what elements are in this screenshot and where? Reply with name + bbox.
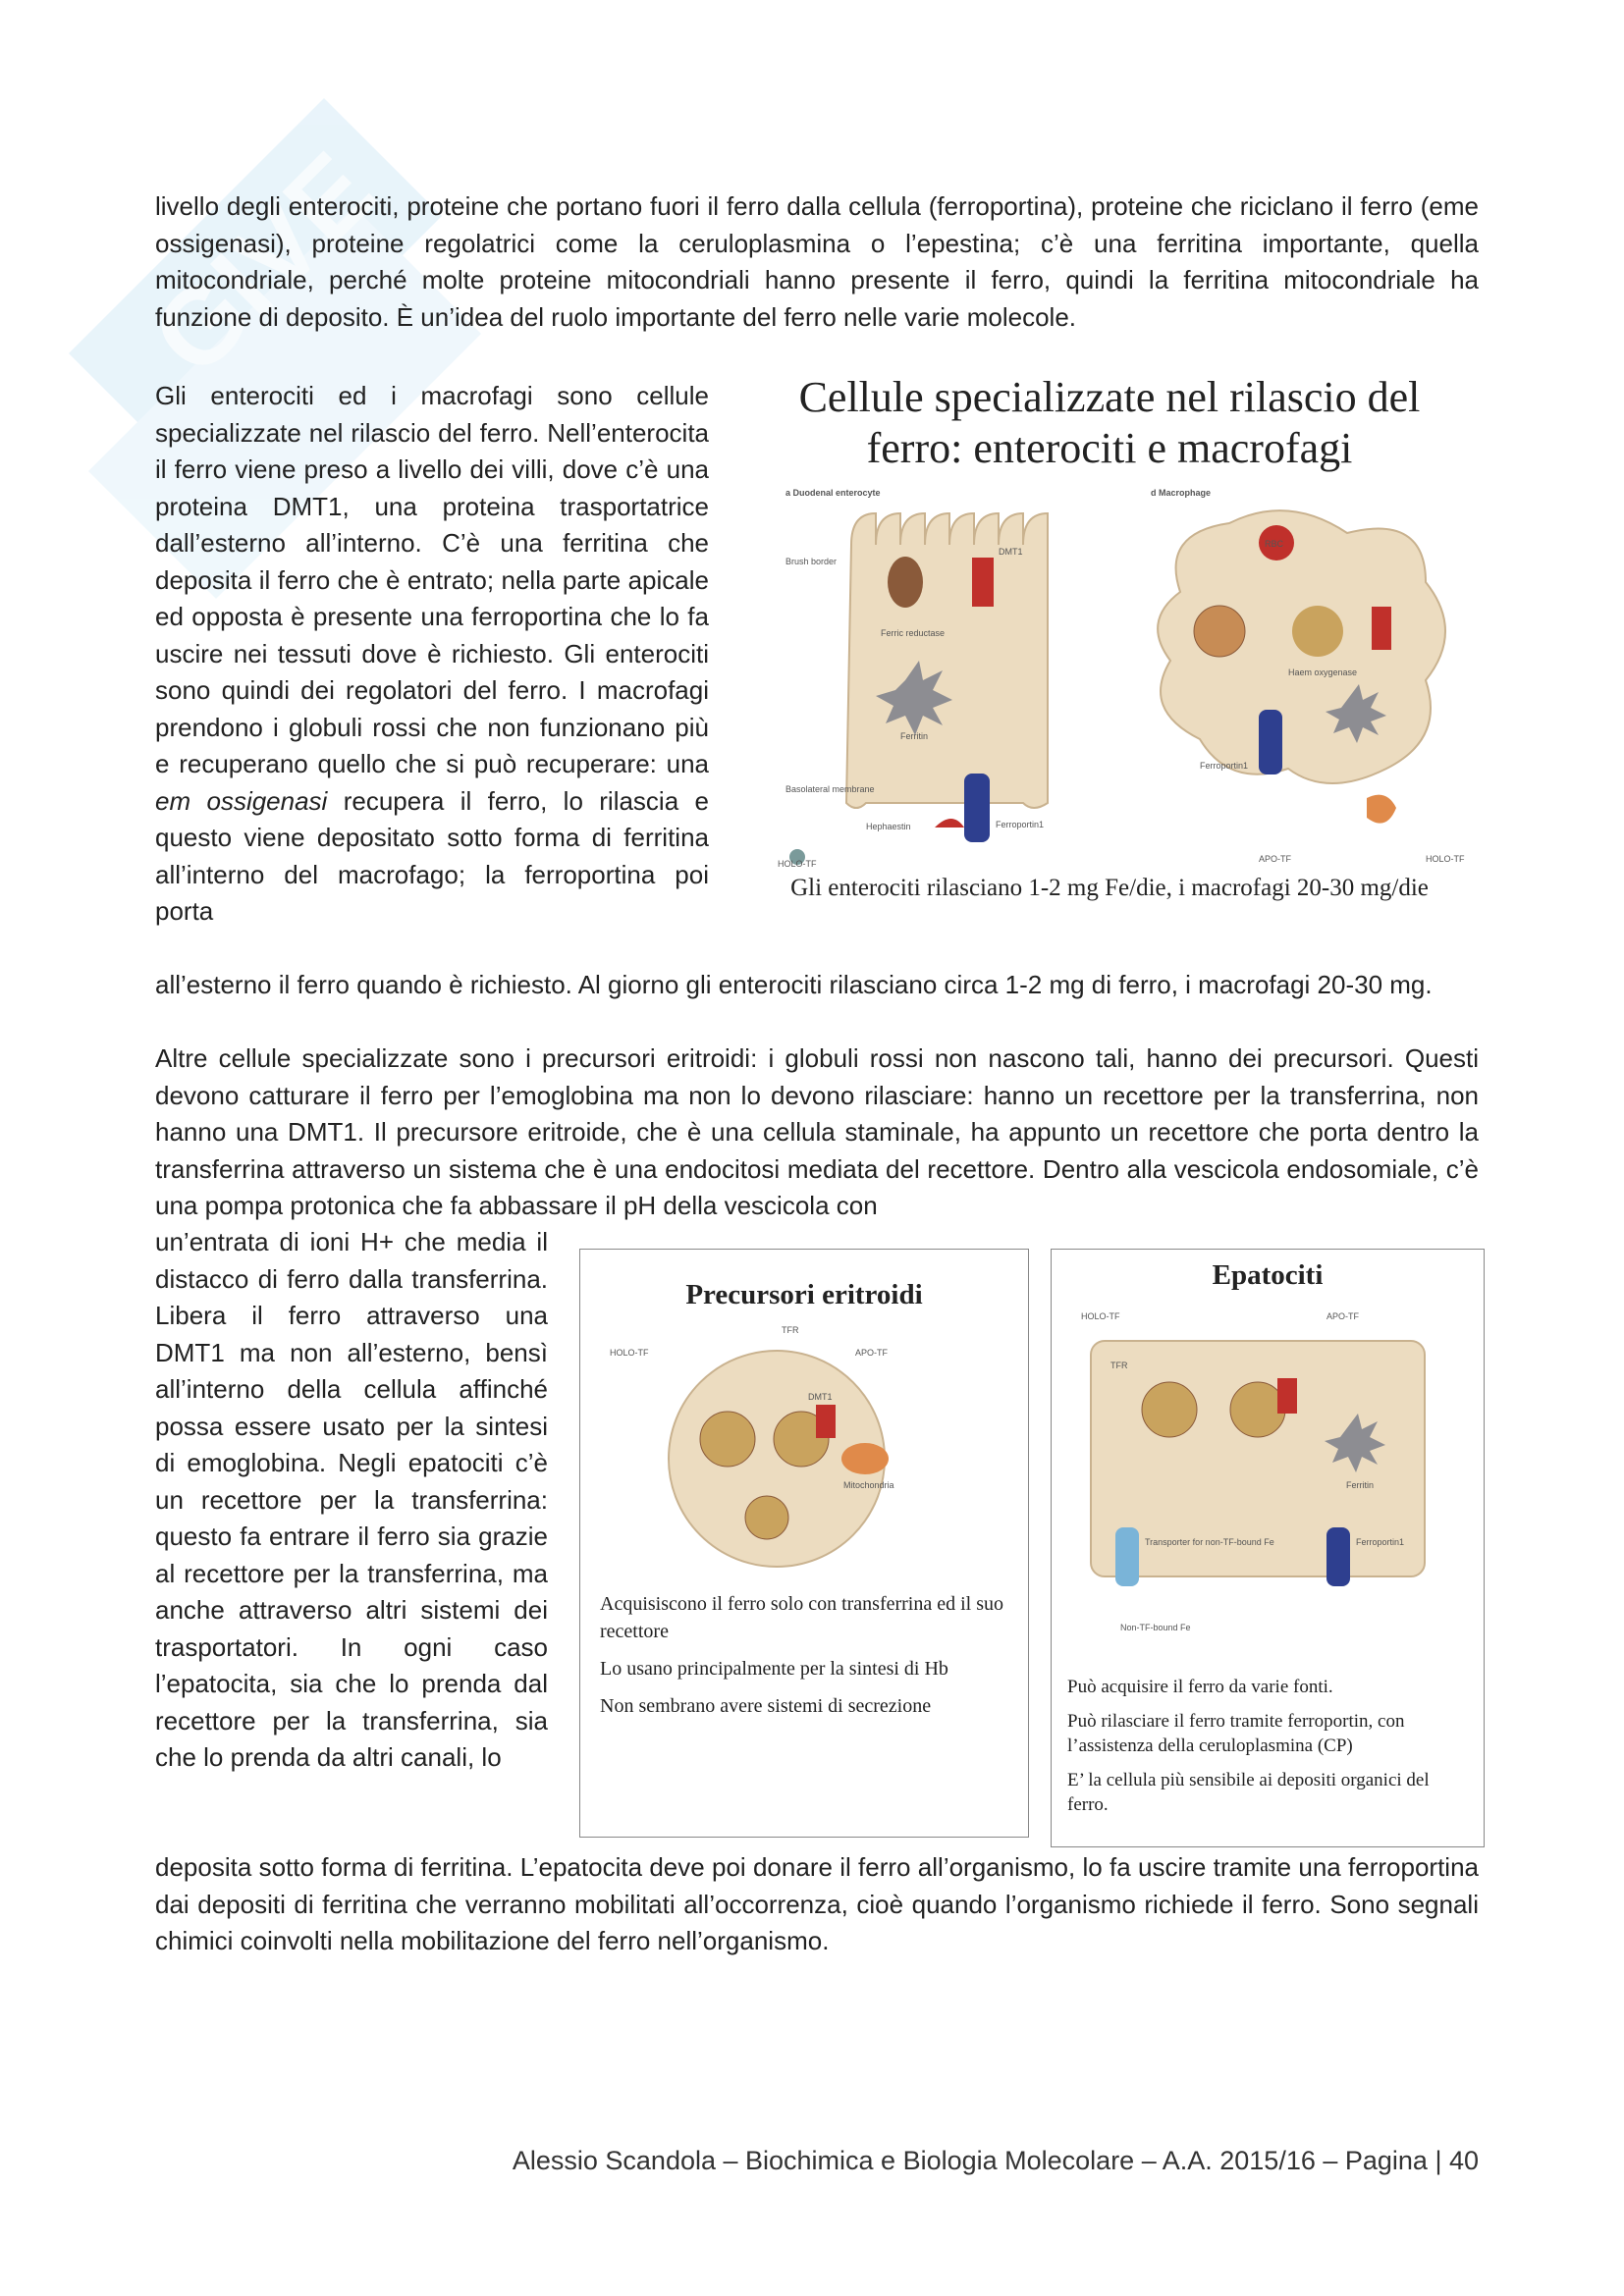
figure1-diagram — [738, 474, 1481, 867]
rbc-vesicle-icon — [1194, 606, 1245, 657]
figure3-nontf-label: Non-TF-bound Fe — [1120, 1623, 1191, 1632]
mitochondria-icon — [841, 1443, 889, 1474]
figure2-dmt1-icon — [816, 1405, 836, 1438]
figure3-ferroportin-label: Ferroportin1 — [1356, 1537, 1405, 1547]
page-footer: Alessio Scandola – Biochimica e Biologia Molecolare – A.A. 2015/16 – Pagina | 40 — [512, 2146, 1479, 2175]
figure3-caption-3: E’ la cellula più sensibile ai depositi organici del ferro. — [1067, 1770, 1430, 1815]
ferroportin-icon — [964, 774, 990, 842]
non-tf-transporter-icon — [1115, 1527, 1139, 1586]
em-ossigenasi-term: em ossigenasi — [155, 785, 328, 816]
figure3-dmt1-icon — [1277, 1378, 1297, 1414]
figure3-diagram — [1052, 1292, 1484, 1665]
panel-d-label: d Macrophage — [1151, 488, 1212, 498]
haem-oxygenase-label: Haem oxygenase — [1288, 667, 1358, 677]
enterociti-text-after: recupera il ferro, lo rilascia e questo viene depositato sotto forma di ferritina all’interno del macrofago; la ferroportina poi porta — [155, 785, 709, 926]
figure1-caption: Gli enterociti rilasciano 1-2 mg Fe/die, i macrofagi 20-30 mg/die — [790, 875, 1429, 901]
ferritin-label: Ferritin — [900, 731, 929, 741]
figure3-ferritin-label: Ferritin — [1346, 1480, 1375, 1490]
svg-text:GIVE: GIVE — [129, 130, 398, 399]
figure3-tfr-label: TFR — [1110, 1361, 1128, 1370]
endosome-icon — [700, 1412, 755, 1467]
intro-paragraph: livello degli enterociti, proteine che portano fuori il ferro dalla cellula (ferroportina), proteine che riciclano il ferro (eme ossigenasi), proteine regolatrici come la ceruloplasmina o l’epestina; c’è una ferritina importante, quella mitocondriale, perché molte proteine mitocondriali hanno presente il ferro, quindi la ferritina mitocondriale ha funzione di deposito. È un’idea del ruolo importante del ferro nelle varie molecole. — [155, 191, 1479, 332]
figure2-title: Precursori eritroidi — [685, 1279, 923, 1310]
figure3-caption-2: Può rilasciare il ferro tramite ferroportin, con l’assistenza della ceruloplasmina (CP) — [1067, 1711, 1405, 1756]
basolateral-label: Basolateral membrane — [785, 784, 875, 794]
apo-tf-label: APO-TF — [1259, 854, 1291, 864]
macrophage-holo-tf-label: HOLO-TF — [1426, 854, 1465, 864]
figure3-ferroportin-icon — [1326, 1527, 1350, 1586]
precursori-paragraph: Altre cellule specializzate sono i precursori eritroidi: i globuli rossi non nascono tali, hanno dei precursori. Questi devono catturare il ferro per l’emoglobina ma non lo devono rilasciare: hanno un recettore per la transferrina, non hanno una DMT1. Il precursore eritroide, che è una cellula staminale, ha appunto un recettore che porta dentro la transferrina attraverso un sistema che è una endocitosi mediata del recettore. Dentro alla vescicola endosomiale, c’è una pompa protonica che fa abbassare il pH della vescicola con — [155, 1043, 1479, 1220]
epatociti-continuation: deposita sotto forma di ferritina. L’epatocita deve poi donare il ferro all’organismo, lo fa uscire tramite una ferroportina dai depositi di ferritina che verranno mobilitati all’occorrenza, cioè quando l’organismo richiede il ferro. Sono segnali chimici coinvolti nella mobilitazione del ferro nell’organismo. — [155, 1852, 1479, 1955]
figure3-transporter-label: Transporter for non-TF-bound Fe — [1145, 1537, 1274, 1547]
ceruloplasmin-icon — [1367, 795, 1396, 824]
figure2-caption-2: Lo usano principalmente per la sintesi di Hb — [600, 1658, 948, 1680]
ferric-reductase-icon — [888, 557, 923, 608]
figure2-caption-1: Acquisiscono il ferro solo con transferrina ed il suo recettore — [600, 1593, 1004, 1642]
figure3-title: Epatociti — [1212, 1259, 1324, 1291]
macrophage-dmt1-icon — [1372, 607, 1391, 650]
macrophage-ferroportin-label: Ferroportin1 — [1200, 761, 1249, 771]
figure2-holo-label: HOLO-TF — [610, 1348, 649, 1358]
epatociti-paragraph: un’entrata di ioni H+ che media il distacco di ferro dalla transferrina. Libera il ferro attraverso una DMT1 ma non all’esterno, bensì all’interno della cellula affinché possa essere usato per la sintesi di emoglobina. Negli epatociti c’è un recettore per la transferrina: questo fa entrare il ferro sia grazie al recettore per la transferrina, ma anche attraverso altri sistemi dei trasportatori. In ogni caso l’epatocita, sia che lo prenda dal recettore per la transferrina, sia che lo prenda da altri canali, lo — [155, 1227, 548, 1772]
enterociti-text: Gli enterociti ed i macrofagi sono cellule specializzate nel rilascio del ferro. Nell’enterocita il ferro viene preso a livello dei villi, dove c’è una proteina DMT1, una proteina trasportatrice dall’esterno all’interno. C’è una ferritina che deposita il ferro che è entrato; nella parte apicale ed opposta è presente una ferroportina che lo fa uscire nei tessuti dove è richiesto. Gli enterociti sono quindi dei regolatori del ferro. I macrofagi prendono i globuli rossi che non funzionano più e recuperano quello che si può recuperare: una — [155, 381, 709, 778]
figure2-mito-label: Mitochondria — [843, 1480, 894, 1490]
haem-vesicle-icon — [1292, 606, 1343, 657]
figure1-title-line1: Cellule specializzate nel rilascio del — [798, 373, 1421, 421]
figure3-apo-label: APO-TF — [1326, 1311, 1359, 1321]
figure-enterociti-macrofagi — [738, 368, 1481, 957]
figure2-dmt1-label: DMT1 — [808, 1392, 833, 1402]
dmt1-label: DMT1 — [999, 547, 1023, 557]
figure3-endosome-icon — [1142, 1382, 1197, 1437]
hephaestin-icon — [935, 819, 964, 828]
rbc-label: RBC — [1265, 539, 1284, 549]
figure-epatociti — [1051, 1249, 1485, 1847]
figure2-tfr-label: TFR — [782, 1325, 799, 1335]
figure2-caption-3: Non sembrano avere sistemi di secrezione — [600, 1695, 932, 1717]
macrophage-ferroportin-icon — [1259, 710, 1282, 774]
brush-border-label: Brush border — [785, 557, 838, 566]
enterociti-paragraph — [155, 378, 709, 931]
figure3-holo-label: HOLO-TF — [1081, 1311, 1120, 1321]
hephaestin-label: Hephaestin — [866, 822, 911, 831]
ferric-reductase-label: Ferric reductase — [881, 628, 946, 638]
figure1-title-line2: ferro: enterociti e macrofagi — [866, 424, 1353, 472]
figure3-caption-1: Può acquisire il ferro da varie fonti. — [1067, 1677, 1333, 1697]
ferroportin-label: Ferroportin1 — [996, 820, 1045, 829]
endosome3-icon — [745, 1496, 788, 1539]
figure2-apo-label: APO-TF — [855, 1348, 888, 1358]
enterociti-continuation: all’esterno il ferro quando è richiesto. Al giorno gli enterociti rilasciano circa 1-2 mg di ferro, i macrofagi 20-30 mg. — [155, 970, 1433, 999]
figure3-endosome2-icon — [1230, 1382, 1285, 1437]
holo-tf-label: HOLO-TF — [778, 859, 817, 867]
panel-a-label: a Duodenal enterocyte — [785, 488, 881, 498]
dmt1-channel-icon — [972, 558, 994, 607]
figure2-diagram — [580, 1311, 1028, 1576]
figure-precursori-eritroidi — [579, 1249, 1029, 1838]
